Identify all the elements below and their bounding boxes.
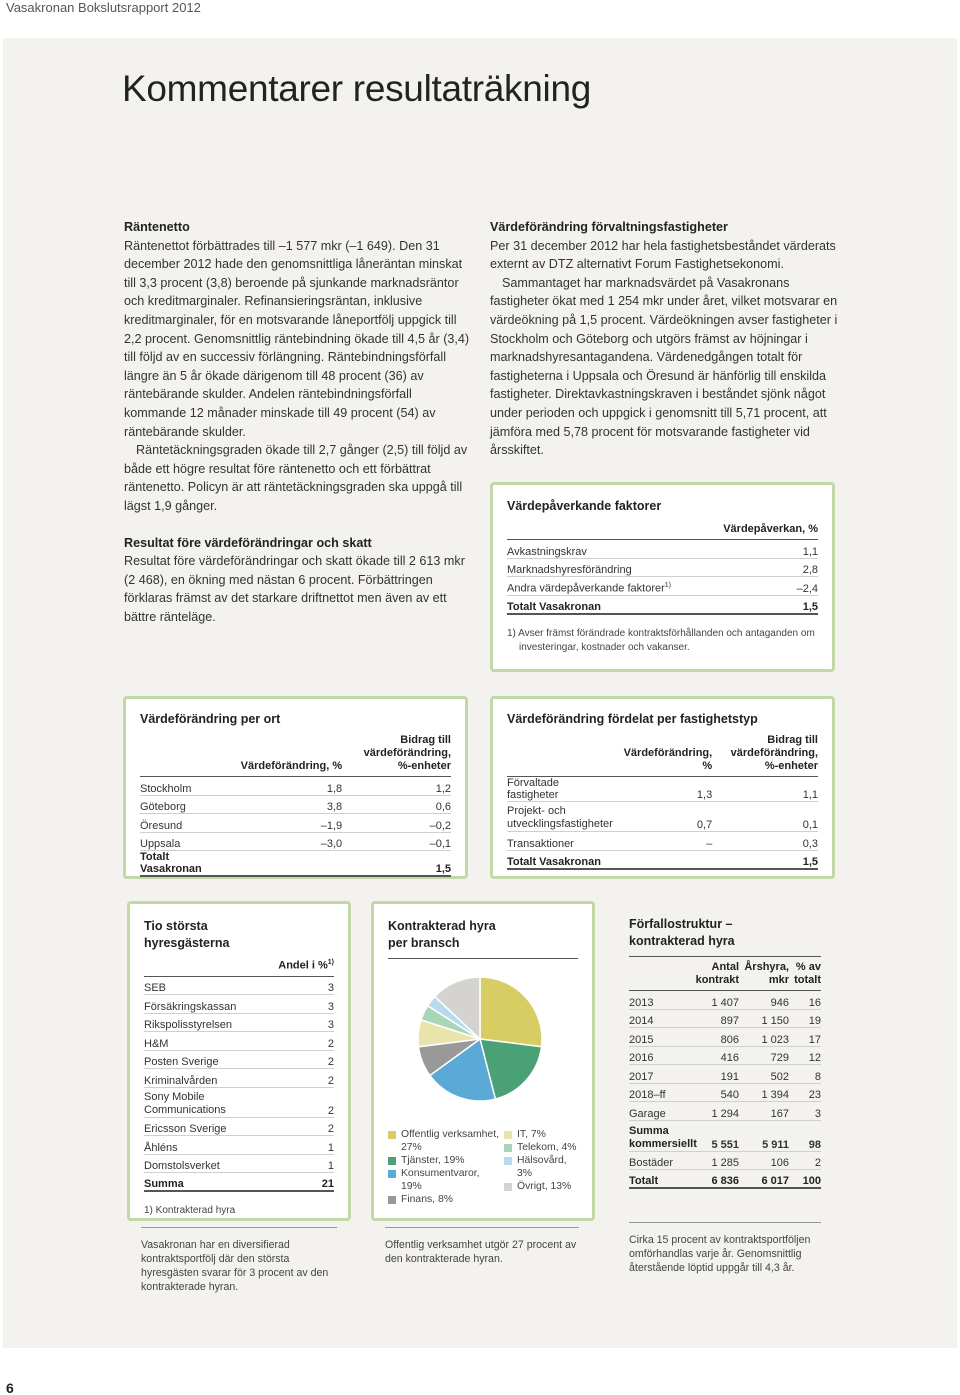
table-row: Garage 1 294 167 3	[629, 1102, 821, 1121]
paragraph: Sammantaget har marknadsvärdet på Vasakronans fastigheter ökat med 1 254 mkr under året, vilket motsvarar en värdeökning på 1,5 procent. Värdeökningen avser fastigheter i Stockholm och Göteborg och utgörs främst av höjningar i marknadshyresantagandena. Värdenedgången totalt för fastigheterna i Uppsala och Öresund är hänförlig till enskilda fastigheter. Direktavkastningskraven i beståndet sjönk något under perioden och uppgick i genomsnitt till 5,71 procent, att jämföra med 5,78 procent för motsvarande fastigheter vid årsskiftet.	[490, 275, 838, 458]
legend-swatch	[388, 1131, 396, 1139]
table-row: Kriminalvården 2	[144, 1069, 334, 1088]
table-row: Uppsala –3,0 –0,1	[140, 832, 451, 851]
pie-legend-right	[504, 1128, 584, 1193]
table-row: Åhléns 1	[144, 1136, 334, 1155]
value-change-by-city-box	[123, 696, 468, 879]
maturity-table: Antal kontrakt Årshyra, mkr % av totalt 2013 1 407 946 16 2014 897 1 150 19 2015 806 1 023 17 2016 416 729 12 2017 191 502 8 2018–ff 540 1 394 23 Garage 1 294 167 3 Summa kommersiellt 5 551 5 911 98 Bostäder 1 285 106 2 Totalt 6 836 6 017 100	[629, 961, 821, 1187]
table-row: Ericsson Sverige 2	[144, 1117, 334, 1136]
section-heading-rantenetto: Räntenetto	[124, 220, 190, 234]
legend-item: Övrigt, 13%	[504, 1180, 584, 1193]
section-heading-resultat: Resultat före värdeförändringar och skatt	[124, 535, 372, 550]
table-row: Försäkringskassan 3	[144, 995, 334, 1014]
section-heading-vardeforandring: Värdeförändring förvaltningsfastigheter	[490, 220, 728, 234]
legend-item: Hälsovård, 3%	[504, 1154, 584, 1180]
table-row: 2017 191 502 8	[629, 1065, 821, 1084]
tenants-title: Tio största hyresgästerna	[144, 919, 230, 950]
table-row: Stockholm 1,8 1,2	[140, 777, 451, 796]
legend-item: Offentlig verksamhet, 27%	[388, 1128, 500, 1154]
factors-box	[490, 482, 835, 672]
table-row: Öresund –1,9 –0,2	[140, 814, 451, 833]
legend-swatch	[388, 1157, 396, 1165]
table-row: Rikspolisstyrelsen 3	[144, 1013, 334, 1032]
table-row-total: Totalt 6 836 6 017 100	[629, 1170, 821, 1189]
legend-swatch	[504, 1131, 512, 1139]
table-row: SEB 3	[144, 976, 334, 995]
factors-footnote: 1) Avser främst förändrade kontraktsförhållanden och antaganden om investeringar, kostnader och vakanser.	[507, 627, 815, 653]
rent-by-sector-box	[371, 901, 595, 1221]
legend-swatch	[388, 1170, 396, 1178]
branch-title: Kontrakterad hyra per bransch	[388, 919, 496, 950]
table-row-total: Totalt Vasakronan 1,5	[507, 850, 818, 869]
table-row: H&M 2	[144, 1032, 334, 1051]
table-row: Projekt- och utvecklingsfastigheter 0,7 0,1	[507, 802, 818, 832]
legend-item: Tjänster, 19%	[388, 1154, 500, 1167]
pie-legend-left	[388, 1128, 500, 1206]
maturity-title: Förfallostruktur – kontrakterad hyra	[629, 917, 735, 948]
table-row: 2013 1 407 946 16	[629, 991, 821, 1010]
per-ort-table: Värdeförändring, % Bidrag till värdeförändring, %-enheter Stockholm 1,8 1,2 Göteborg 3,8 0,6 Öresund –1,9 –0,2 Uppsala –3,0 –0,1 Totalt Vasakronan 1,5	[140, 734, 451, 875]
legend-item: IT, 7%	[504, 1128, 584, 1141]
tenants-note: Vasakronan har en diversifierad kontraktsportfölj där den största hyresgästen svarar för 3 procent av den kontrakterade hyran.	[141, 1227, 337, 1294]
table-row: Marknadshyresförändring 2,8	[507, 558, 818, 577]
table-row: 2014 897 1 150 19	[629, 1009, 821, 1028]
table-row: 2016 416 729 12	[629, 1046, 821, 1065]
branch-note: Offentlig verksamhet utgör 27 procent av den kontrakterade hyran.	[385, 1227, 579, 1266]
legend-swatch	[504, 1144, 512, 1152]
table-row: Posten Sverige 2	[144, 1050, 334, 1069]
factors-col-header: Värdepåverkan, %	[704, 521, 818, 540]
maturity-note: Cirka 15 procent av kontraktsportföljen omförhandlas varje år. Genomsnittlig återstående löptid uppgår till 4,3 år.	[629, 1222, 821, 1275]
legend-item: Konsumentvaror, 19%	[388, 1167, 500, 1193]
table-row: Domstolsverket 1	[144, 1154, 334, 1173]
legend-swatch	[504, 1183, 512, 1191]
maturity-section	[629, 916, 821, 1189]
table-row: 2015 806 1 023 17	[629, 1028, 821, 1047]
per-typ-title: Värdeförändring fördelat per fastighetstyp	[507, 712, 758, 726]
factors-table	[507, 521, 818, 615]
factors-title: Värdepåverkande faktorer	[507, 499, 662, 513]
table-row-subtotal: Summa kommersiellt 5 551 5 911 98	[629, 1120, 821, 1151]
tenants-table: Andel i %$^{1)}$ SEB 3 Försäkringskassan 3 Rikspolisstyrelsen 3 H&M 2 Posten Sverige 2 Kriminalvården 2 Sony Mobile Communications 2 Ericsson Sverige 2 Åhléns 1 Domstolsverket 1 Summa 21	[144, 956, 334, 1192]
sector-pie-chart	[415, 974, 545, 1104]
running-header: Vasakronan Bokslutsrapport 2012	[6, 0, 201, 15]
legend-swatch	[504, 1157, 512, 1165]
table-row: Sony Mobile Communications 2	[144, 1087, 334, 1117]
table-row-total: Totalt Vasakronan 1,5	[507, 595, 818, 614]
page-number: 6	[6, 1380, 14, 1395]
page-title: Kommentarer resultaträkning	[122, 68, 591, 109]
table-row-total: Totalt Vasakronan 1,5	[140, 851, 451, 875]
legend-item: Telekom, 4%	[504, 1141, 584, 1154]
table-row: Avkastningskrav 1,1	[507, 540, 818, 559]
table-row: 2018–ff 540 1 394 23	[629, 1083, 821, 1102]
table-row: Andra värdepåverkande faktorer$^{1)}$ –2,4	[507, 577, 818, 596]
table-row: Transaktioner – 0,3	[507, 832, 818, 851]
paragraph: Räntetäckningsgraden ökade till 2,7 gånger (2,5) till följd av både ett högre resultat före räntenetto och ett förbättrat räntenetto. Policyn är att räntetäckningsgraden ska uppgå till lägst 1,9 gånger.	[124, 443, 468, 513]
table-row: Förvaltade fastigheter 1,3 1,1	[507, 777, 818, 801]
left-column	[124, 218, 474, 626]
per-ort-title: Värdeförändring per ort	[140, 712, 281, 726]
right-column	[490, 218, 838, 460]
paragraph: Per 31 december 2012 har hela fastighetsbeståndet värderats externt av DTZ alternativt Forum Fastighetsekonomi.	[490, 238, 836, 272]
paragraph: Resultat före värdeförändringar och skatt ökade till 2 613 mkr (2 468), en ökning med nästan 6 procent. Förbättringen förklaras främst av det starkare driftnettot men även av ett bättre ränteläge.	[124, 554, 465, 624]
table-row: Göteborg 3,8 0,6	[140, 795, 451, 814]
paragraph: Räntenettot förbättrades till –1 577 mkr (–1 649). Den 31 december 2012 hade den genomsnittliga låneräntan minskat till 3,3 procent (3,8) beroende på sjunkande marknadsräntor och kreditmarginaler. Refinansieringsräntan, inklusive kreditmarginaler, för en motsvarande låneportfölj uppgick till 2,2 procent. Genomsnittlig räntebindning ökade till 4,5 år (3,4) till följd av en successiv förlängning. Räntebindningsförfall längre än 5 år ökade därigenom till 48 procent (36) av räntebärande skulder. Andelen räntebindningsförfall kommande 12 månader minskade till 49 procent (54) av räntebärande skulder.	[124, 238, 470, 439]
pie-slice-offentlig-verksamhet	[480, 977, 542, 1047]
table-row: Bostäder 1 285 106 2	[629, 1151, 821, 1170]
per-typ-table: Värdeförändring, % Bidrag till värdeförändring, %-enheter Förvaltade fastigheter 1,3 1,1 Projekt- och utvecklingsfastigheter 0,7 0,1 Transaktioner – 0,3 Totalt Vasakronan 1,5	[507, 734, 818, 868]
tenants-footnote: 1) Kontrakterad hyra	[144, 1205, 236, 1217]
value-change-by-type-box	[490, 696, 835, 879]
table-row-total: Summa 21	[144, 1173, 334, 1192]
top-tenants-box	[127, 901, 351, 1221]
legend-item: Finans, 8%	[388, 1193, 500, 1206]
legend-swatch	[388, 1196, 396, 1204]
